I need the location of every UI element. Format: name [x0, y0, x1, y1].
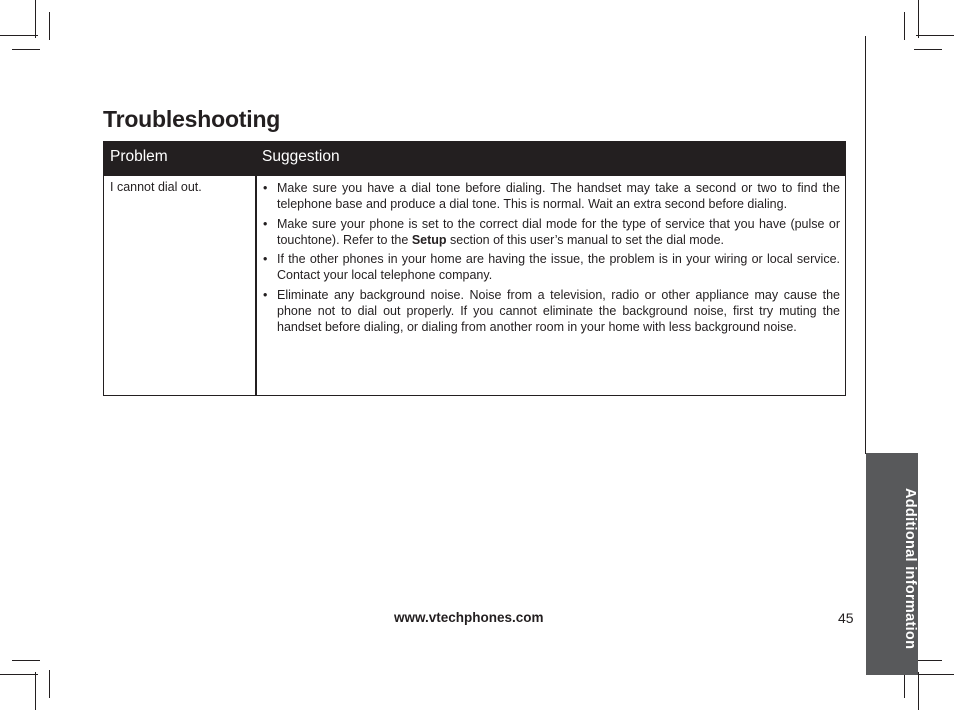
section-tab: [866, 453, 918, 675]
side-rule: [865, 36, 866, 454]
header-suggestion: Suggestion: [262, 148, 340, 165]
suggestion-text: Eliminate any background noise. Noise from a television, radio or other appliance may cause the phone not to dial out properly. If you cannot eliminate the background noise, first try muting the handset before dialing, or dialing from another room in your home with less background noise.: [277, 287, 840, 335]
crop-mark: [12, 660, 40, 661]
crop-mark: [12, 49, 40, 50]
problem-cell: I cannot dial out.: [110, 180, 202, 194]
crop-mark: [916, 674, 954, 675]
suggestion-item: [260, 251, 840, 284]
crop-mark: [35, 0, 36, 38]
crop-mark: [35, 672, 36, 710]
suggestion-cell: [260, 180, 840, 339]
bullet-icon: •: [263, 287, 268, 302]
bullet-icon: •: [263, 252, 268, 267]
crop-mark: [49, 670, 50, 698]
crop-mark: [916, 35, 954, 36]
section-tab-label: Additional information: [902, 488, 918, 650]
page-number: 45: [838, 610, 854, 626]
suggestion-text: Make sure your phone is set to the correct dial mode for the type of service that you have (pulse or touchtone). Refer to the: [277, 216, 840, 247]
crop-mark: [0, 674, 38, 675]
suggestion-item: [260, 287, 840, 336]
header-problem: Problem: [110, 148, 168, 165]
suggestion-text: section of this user’s manual to set the dial mode.: [446, 232, 725, 247]
suggestion-item: [260, 180, 840, 213]
troubleshooting-table: [103, 141, 846, 396]
crop-mark: [914, 660, 942, 661]
crop-mark: [904, 12, 905, 40]
suggestion-item: [260, 216, 840, 249]
bullet-icon: •: [263, 181, 268, 195]
crop-mark: [0, 35, 38, 36]
suggestion-bold-term: Setup: [411, 232, 447, 247]
page-title: Troubleshooting: [103, 106, 281, 132]
table-header: [104, 142, 845, 176]
footer-url: www.vtechphones.com: [394, 610, 544, 625]
crop-mark: [918, 0, 919, 38]
suggestion-list: [260, 180, 840, 336]
crop-mark: [914, 49, 942, 50]
crop-mark: [918, 672, 919, 710]
suggestion-text: Make sure you have a dial tone before dialing. The handset may take a second or two to find the telephone base and produce a dial tone. This is normal. Wait an extra second before dialing.: [277, 181, 840, 212]
crop-mark: [49, 12, 50, 40]
suggestion-text: If the other phones in your home are having the issue, the problem is in your wiring or local service. Contact your local telephone company.: [277, 252, 840, 283]
column-divider: [255, 176, 257, 395]
bullet-icon: •: [263, 216, 268, 231]
